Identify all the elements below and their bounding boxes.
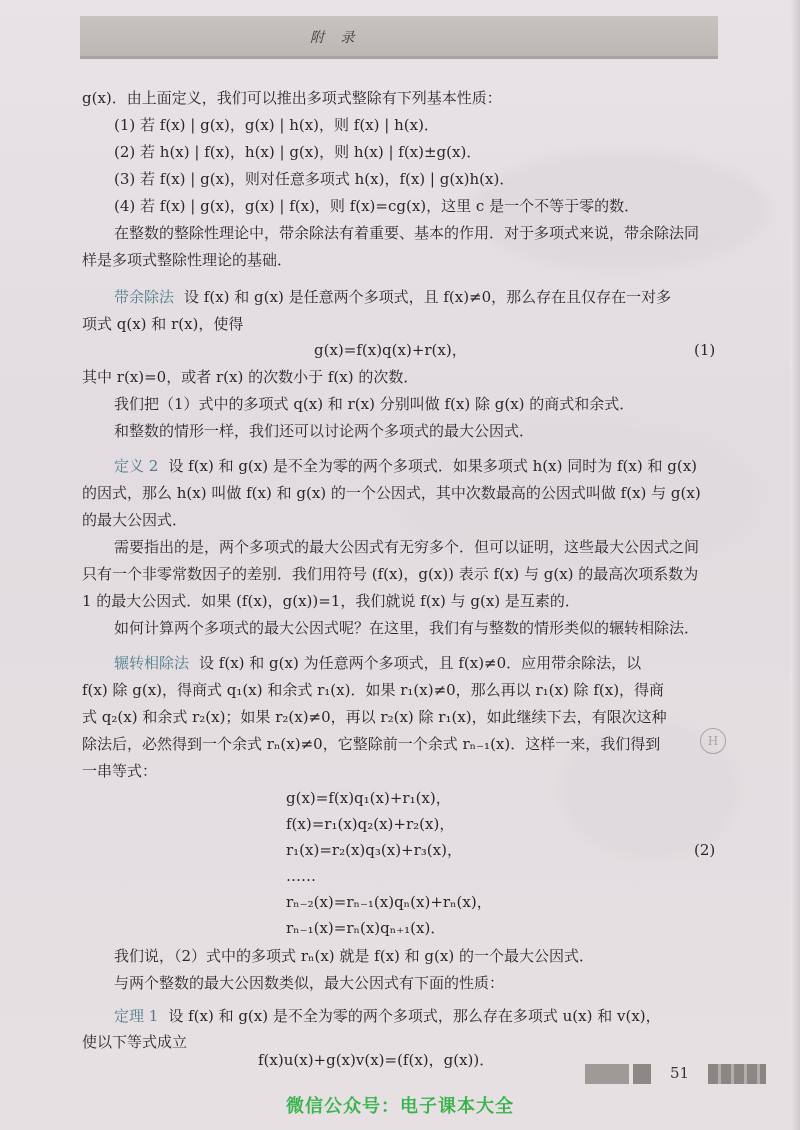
- text-line: 如何计算两个多项式的最大公因式呢？在这里，我们有与整数的情形类似的辗转相除法．: [114, 619, 700, 637]
- text-line: 除法后，必然得到一个余式 rₙ(x)≠0，它整除前一个余式 rₙ₋₁(x)．这样一来，我们得到: [82, 735, 661, 753]
- text-line: 一串等式：: [82, 762, 158, 780]
- division-text: 设 f(x) 和 g(x) 是任意两个多项式，且 f(x)≠0，那么存在且仅存在一对多: [184, 288, 672, 306]
- header-band: [80, 16, 718, 59]
- page-edge: [790, 0, 800, 1130]
- definition-label: 定义 2: [114, 457, 159, 475]
- theorem-equation: f(x)u(x)+g(x)v(x)=(f(x)，g(x))．: [258, 1051, 495, 1069]
- text-line: 的最大公因式．: [82, 511, 188, 529]
- text-line: g(x)．由上面定义，我们可以推出多项式整除有下列基本性质：: [82, 89, 502, 107]
- text-line: 我们说，（2）式中的多项式 rₙ(x) 就是 f(x) 和 g(x) 的一个最大公因式．: [114, 947, 594, 965]
- property-1: (1) 若 f(x) | g(x)，g(x) | h(x)，则 f(x) | h(x)．: [114, 116, 439, 134]
- euclid-label: 辗转相除法: [114, 654, 190, 672]
- text-line: 式 q₂(x) 和余式 r₂(x)；如果 r₂(x)≠0，再以 r₂(x) 除 r₁(x)，如此继续下去，有限次这种: [82, 708, 667, 726]
- property-3: (3) 若 f(x) | g(x)，则对任意多项式 h(x)，f(x) | g(x)h(x)．: [114, 170, 515, 188]
- theorem-text: 设 f(x) 和 g(x) 是不全为零的两个多项式，那么存在多项式 u(x) 和 v(x)，: [168, 1007, 661, 1025]
- property-4: (4) 若 f(x) | g(x)，g(x) | f(x)，则 f(x)=cg(x)，这里 c 是一个不等于零的数．: [114, 197, 640, 215]
- text-line: 样是多项式整除性理论的基础．: [82, 251, 293, 269]
- header-title: 附 录: [310, 30, 361, 46]
- footer-bar: [633, 1064, 651, 1084]
- text-line: 使以下等式成立: [82, 1033, 188, 1051]
- division-paragraph: [114, 287, 754, 307]
- footer-bar: [585, 1064, 629, 1084]
- definition-paragraph: [114, 456, 754, 476]
- text-line: 与两个整数的最大公因数类似，最大公因式有下面的性质：: [114, 974, 505, 992]
- text-line: 1 的最大公因式．如果 (f(x)，g(x))=1，我们就说 f(x) 与 g(x) 是互素的．: [82, 592, 580, 610]
- text-line: 只有一个非零常数因子的差别．我们用符号 (f(x)，g(x)) 表示 f(x) 与 g(x) 的最高次项系数为: [82, 565, 699, 583]
- text-line: 项式 q(x) 和 r(x)，使得: [82, 315, 244, 333]
- euclid-equation: rₙ₋₂(x)=rₙ₋₁(x)qₙ(x)+rₙ(x)，: [286, 893, 492, 911]
- theorem-label: 定理 1: [114, 1007, 159, 1025]
- stamp-mark: H: [700, 728, 726, 754]
- equation-number: (1): [694, 341, 716, 359]
- text-line: 在整数的整除性理论中，带余除法有着重要、基本的作用．对于多项式来说，带余除法同: [114, 224, 700, 242]
- definition-text: 设 f(x) 和 g(x) 是不全为零的两个多项式．如果多项式 h(x) 同时为 f(x) 和 g(x): [168, 457, 698, 475]
- euclid-equation: r₁(x)=r₂(x)q₃(x)+r₃(x)，: [286, 841, 462, 859]
- equation-number: (2): [694, 841, 716, 859]
- equation-1: g(x)=f(x)q(x)+r(x)，: [314, 341, 467, 359]
- euclid-equation: g(x)=f(x)q₁(x)+r₁(x)，: [286, 789, 451, 807]
- page-number: 51: [670, 1064, 690, 1082]
- text-line: 需要指出的是，两个多项式的最大公因式有无穷多个．但可以证明，这些最大公因式之间: [114, 538, 700, 556]
- text-line: 其中 r(x)=0，或者 r(x) 的次数小于 f(x) 的次数．: [82, 368, 419, 386]
- euclid-equation: ……: [286, 867, 316, 885]
- text-line: 的因式，那么 h(x) 叫做 f(x) 和 g(x) 的一个公因式，其中次数最高的公因式叫做 f(x) 与 g(x): [82, 484, 701, 502]
- footer-bar: [708, 1064, 766, 1084]
- watermark-text: 微信公众号：电子课本大全: [286, 1096, 514, 1117]
- text-line: f(x) 除 g(x)，得商式 q₁(x) 和余式 r₁(x)．如果 r₁(x)≠0，那么再以 r₁(x) 除 f(x)，得商: [82, 681, 665, 699]
- text-line: 和整数的情形一样，我们还可以讨论两个多项式的最大公因式．: [114, 422, 535, 440]
- euclid-equation: f(x)=r₁(x)q₂(x)+r₂(x)，: [286, 815, 455, 833]
- euclid-equation: rₙ₋₁(x)=rₙ(x)qₙ₊₁(x)．: [286, 919, 446, 937]
- euclid-text: 设 f(x) 和 g(x) 为任意两个多项式，且 f(x)≠0．应用带余除法，以: [199, 654, 642, 672]
- euclid-paragraph: [114, 653, 754, 673]
- division-label: 带余除法: [114, 288, 175, 306]
- property-2: (2) 若 h(x) | f(x)，h(x) | g(x)，则 h(x) | f(x)±g(x)．: [114, 143, 482, 161]
- text-line: 我们把（1）式中的多项式 q(x) 和 r(x) 分别叫做 f(x) 除 g(x) 的商式和余式．: [114, 395, 635, 413]
- theorem-paragraph: [114, 1006, 754, 1026]
